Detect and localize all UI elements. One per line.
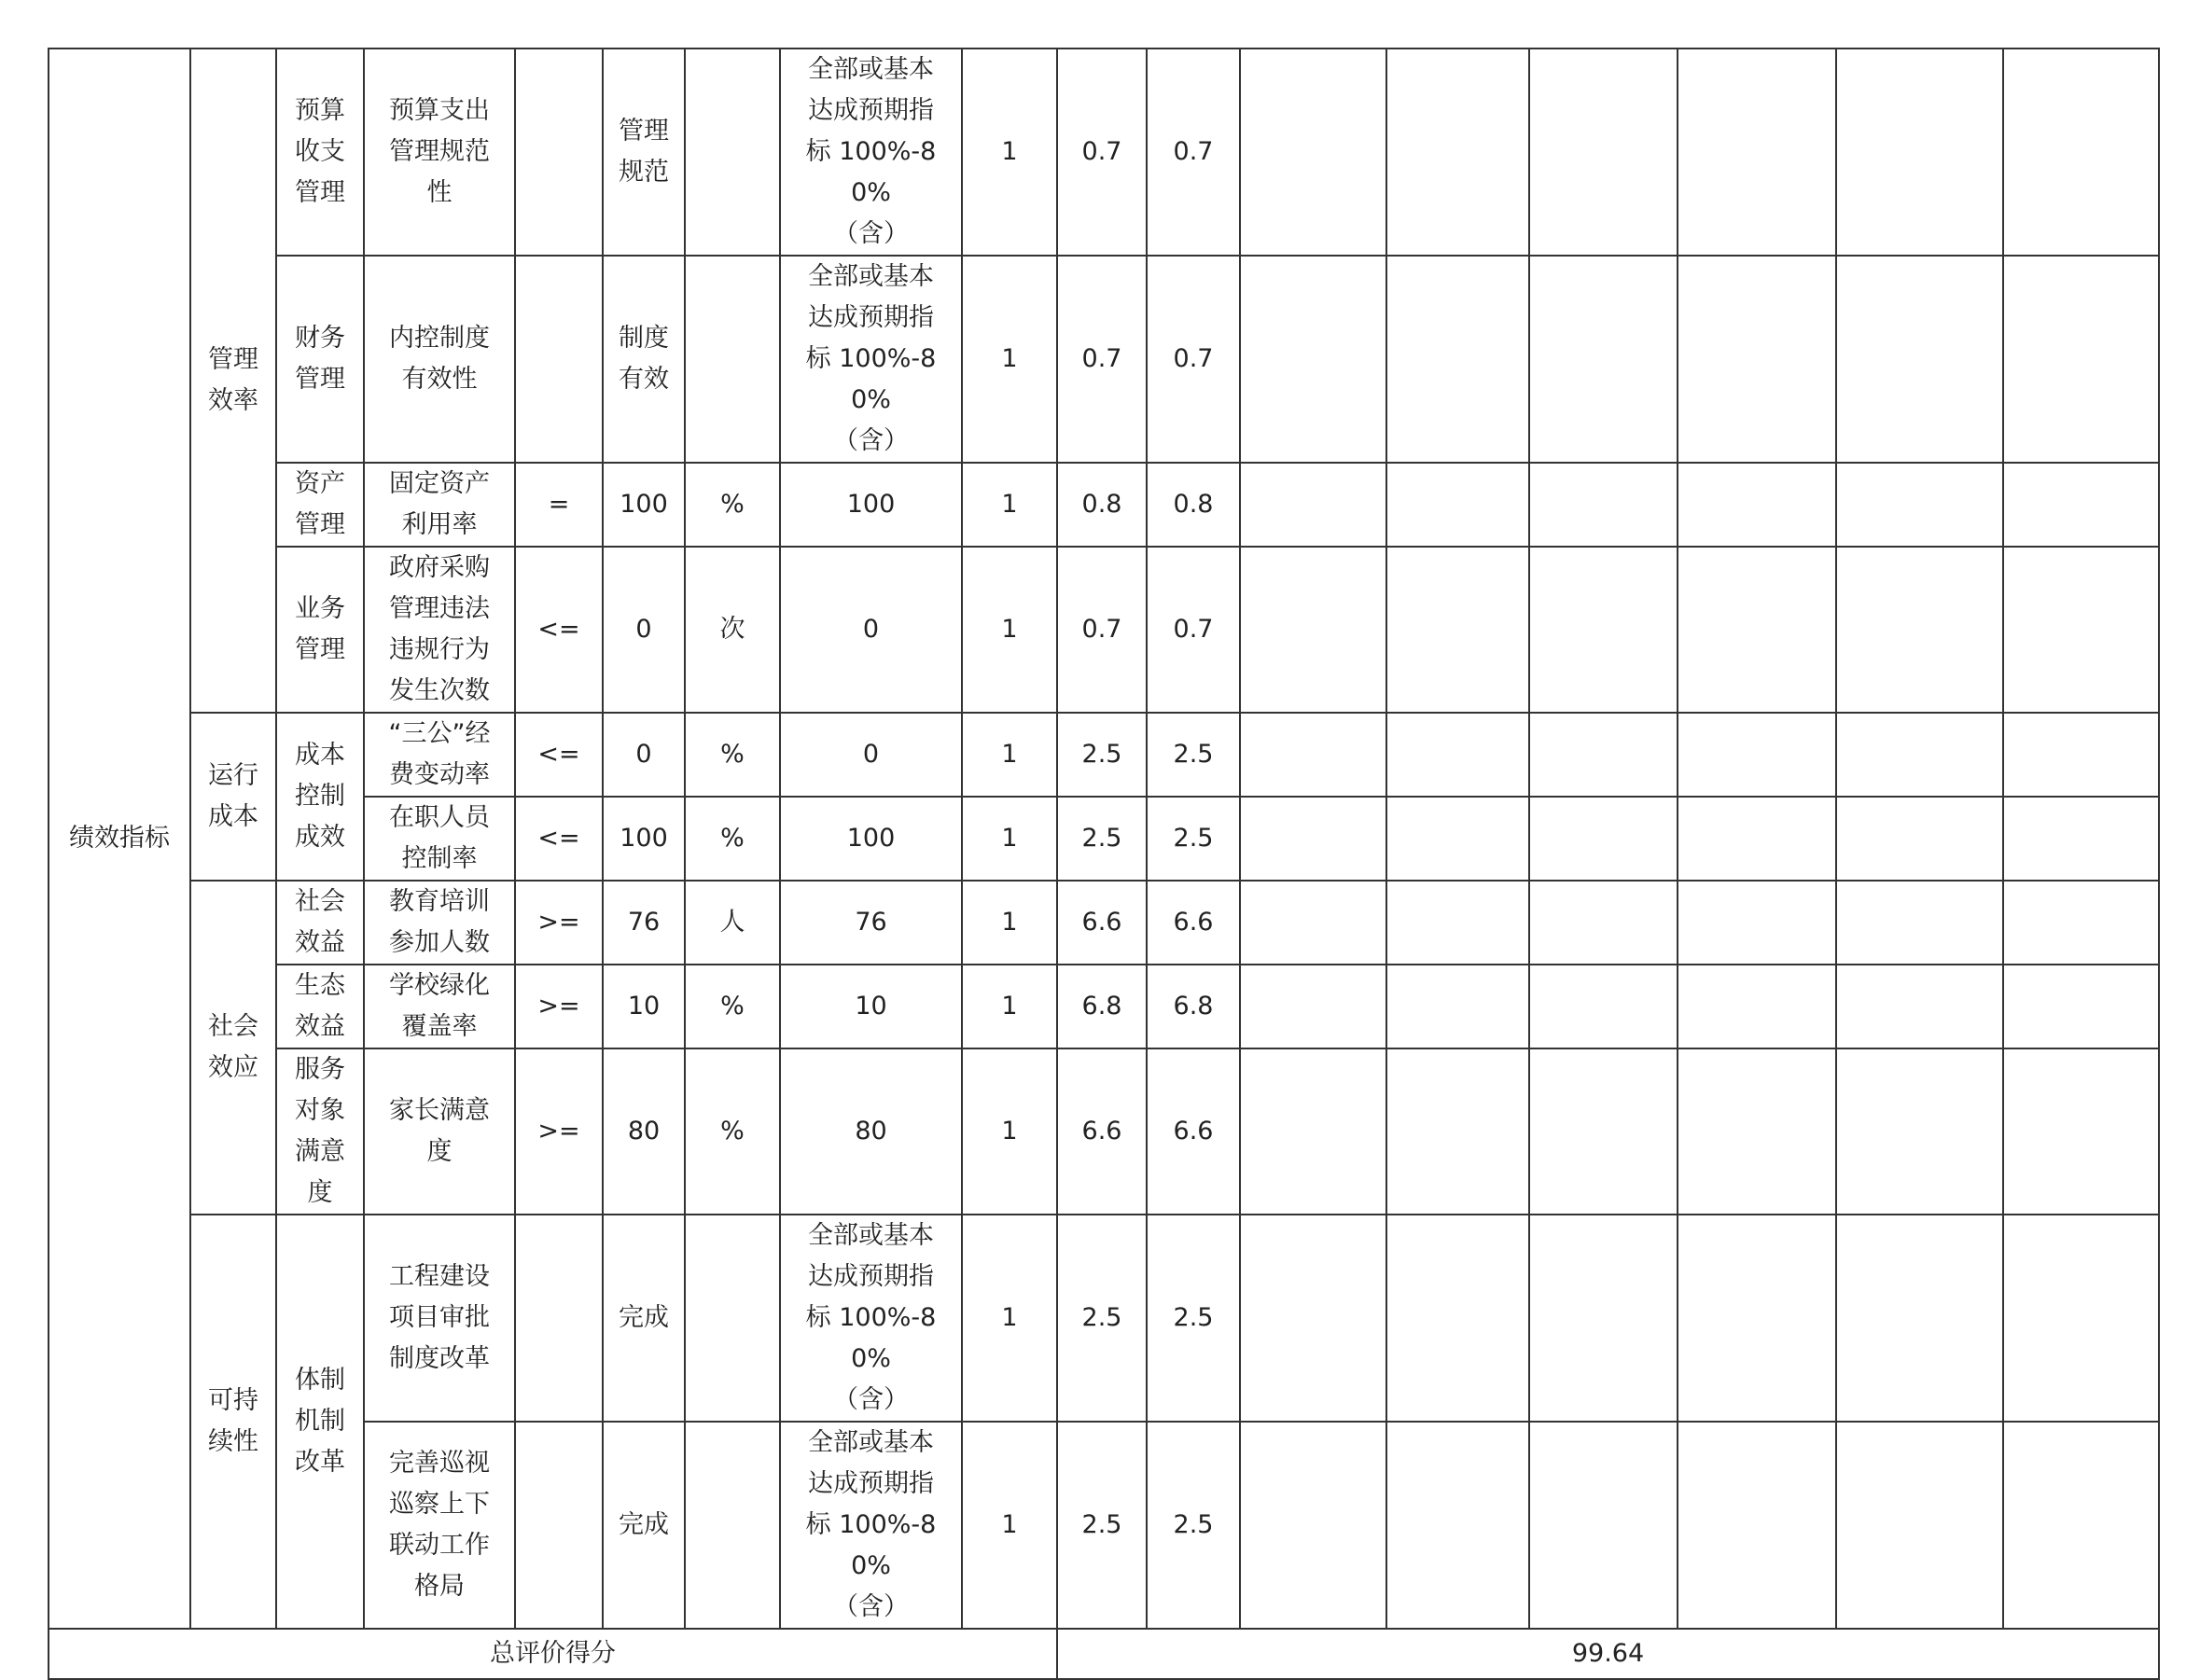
weight-cell: 1 [962,547,1057,713]
target-cell: 0 [603,713,685,797]
score-cell: 0.7 [1057,49,1147,256]
score-cell: 2.5 [1057,1422,1147,1629]
operator-cell: <= [515,713,603,797]
total-score-label: 总评价得分 [49,1629,1057,1679]
table-row [49,965,2159,1048]
section-label: 绩效指标 [49,49,190,1629]
operator-cell [515,1422,603,1629]
level3-cell: 固定资产 利用率 [364,463,515,547]
level1-management-efficiency: 管理 效率 [190,49,276,713]
empty-cell [1240,797,1386,881]
target-cell: 0 [603,547,685,713]
unit-cell: % [685,1048,780,1215]
weight-cell: 1 [962,1215,1057,1422]
level3-cell: 政府采购 管理违法 违规行为 发生次数 [364,547,515,713]
empty-cell [1678,713,1836,797]
target-cell: 管理 规范 [603,49,685,256]
table-row [49,881,2159,965]
empty-cell [1386,463,1529,547]
actual-cell: 0.8 [1147,463,1240,547]
level2-cell: 服务 对象 满意 度 [276,1048,364,1215]
score-cell: 2.5 [1057,1215,1147,1422]
standard-cell: 0 [780,547,962,713]
weight-cell: 1 [962,463,1057,547]
operator-cell: >= [515,881,603,965]
target-cell: 10 [603,965,685,1048]
weight-cell: 1 [962,797,1057,881]
operator-cell: >= [515,1048,603,1215]
total-row [49,1629,2159,1679]
level2-cell: 预算 收支 管理 [276,49,364,256]
unit-cell [685,49,780,256]
empty-cell [1240,547,1386,713]
level1-sustainability: 可持 续性 [190,1215,276,1629]
empty-cell [1529,463,1678,547]
unit-cell [685,1215,780,1422]
target-cell: 制度 有效 [603,256,685,463]
score-cell: 2.5 [1057,713,1147,797]
score-cell: 2.5 [1057,797,1147,881]
actual-cell: 6.6 [1147,881,1240,965]
empty-cell [1529,881,1678,965]
unit-cell: % [685,965,780,1048]
empty-cell [2003,1422,2159,1629]
empty-cell [1836,881,2003,965]
table-row [49,463,2159,547]
empty-cell [2003,797,2159,881]
empty-cell [1386,881,1529,965]
empty-cell [1836,965,2003,1048]
unit-cell: 人 [685,881,780,965]
weight-cell: 1 [962,881,1057,965]
empty-cell [1836,256,2003,463]
empty-cell [1386,1215,1529,1422]
actual-cell: 2.5 [1147,1422,1240,1629]
empty-cell [1240,713,1386,797]
level2-cell: 业务 管理 [276,547,364,713]
performance-table [48,48,2160,1680]
empty-cell [1678,1215,1836,1422]
target-cell: 完成 [603,1215,685,1422]
empty-cell [1836,797,2003,881]
empty-cell [1678,881,1836,965]
empty-cell [2003,881,2159,965]
table-row [49,49,2159,256]
operator-cell: <= [515,797,603,881]
actual-cell: 2.5 [1147,797,1240,881]
standard-cell: 100 [780,463,962,547]
operator-cell: = [515,463,603,547]
standard-cell: 全部或基本 达成预期指 标 100%-80% （含） [780,49,962,256]
level3-cell: 完善巡视 巡察上下 联动工作 格局 [364,1422,515,1629]
empty-cell [1240,1215,1386,1422]
target-cell: 100 [603,797,685,881]
empty-cell [1678,797,1836,881]
empty-cell [2003,965,2159,1048]
unit-cell: % [685,713,780,797]
score-cell: 6.6 [1057,881,1147,965]
target-cell: 76 [603,881,685,965]
level1-social-effect: 社会 效应 [190,881,276,1215]
empty-cell [1836,1048,2003,1215]
unit-cell: % [685,463,780,547]
table-row [49,1215,2159,1422]
empty-cell [2003,713,2159,797]
table-row [49,1422,2159,1629]
level2-cell: 生态 效益 [276,965,364,1048]
actual-cell: 0.7 [1147,547,1240,713]
standard-cell: 全部或基本 达成预期指 标 100%-80% （含） [780,256,962,463]
empty-cell [1386,49,1529,256]
actual-cell: 0.7 [1147,256,1240,463]
weight-cell: 1 [962,1048,1057,1215]
empty-cell [1836,49,2003,256]
empty-cell [1836,1422,2003,1629]
standard-cell: 全部或基本 达成预期指 标 100%-80% （含） [780,1215,962,1422]
weight-cell: 1 [962,965,1057,1048]
target-cell: 完成 [603,1422,685,1629]
weight-cell: 1 [962,256,1057,463]
table-row [49,1048,2159,1215]
empty-cell [1529,1048,1678,1215]
empty-cell [1240,1048,1386,1215]
operator-cell [515,1215,603,1422]
empty-cell [1386,1048,1529,1215]
standard-cell: 76 [780,881,962,965]
target-cell: 80 [603,1048,685,1215]
score-cell: 6.6 [1057,1048,1147,1215]
empty-cell [1240,1422,1386,1629]
level2-cell: 财务 管理 [276,256,364,463]
empty-cell [2003,49,2159,256]
empty-cell [1240,881,1386,965]
standard-cell: 100 [780,797,962,881]
empty-cell [1529,797,1678,881]
empty-cell [1678,1048,1836,1215]
empty-cell [2003,463,2159,547]
empty-cell [1529,965,1678,1048]
empty-cell [1386,1422,1529,1629]
level2-cell: 成本 控制 成效 [276,713,364,881]
unit-cell: 次 [685,547,780,713]
actual-cell: 2.5 [1147,713,1240,797]
level3-cell: 在职人员 控制率 [364,797,515,881]
empty-cell [1240,256,1386,463]
weight-cell: 1 [962,49,1057,256]
empty-cell [1386,713,1529,797]
empty-cell [1386,797,1529,881]
standard-cell: 全部或基本 达成预期指 标 100%-80% （含） [780,1422,962,1629]
empty-cell [1529,1215,1678,1422]
empty-cell [1529,49,1678,256]
operator-cell: >= [515,965,603,1048]
standard-cell: 0 [780,713,962,797]
actual-cell: 2.5 [1147,1215,1240,1422]
operator-cell [515,49,603,256]
empty-cell [1836,713,2003,797]
level2-cell: 社会 效益 [276,881,364,965]
empty-cell [1240,965,1386,1048]
empty-cell [1386,547,1529,713]
standard-cell: 80 [780,1048,962,1215]
empty-cell [1836,547,2003,713]
operator-cell [515,256,603,463]
score-cell: 0.7 [1057,256,1147,463]
empty-cell [1678,1422,1836,1629]
empty-cell [1678,965,1836,1048]
empty-cell [1240,49,1386,256]
level3-cell: 工程建设 项目审批 制度改革 [364,1215,515,1422]
actual-cell: 0.7 [1147,49,1240,256]
table-row [49,797,2159,881]
empty-cell [1386,256,1529,463]
unit-cell: % [685,797,780,881]
actual-cell: 6.6 [1147,1048,1240,1215]
actual-cell: 6.8 [1147,965,1240,1048]
operator-cell: <= [515,547,603,713]
empty-cell [1529,1422,1678,1629]
empty-cell [1678,256,1836,463]
level3-cell: 家长满意 度 [364,1048,515,1215]
weight-cell: 1 [962,713,1057,797]
score-cell: 0.7 [1057,547,1147,713]
level3-cell: 学校绿化 覆盖率 [364,965,515,1048]
empty-cell [2003,1215,2159,1422]
empty-cell [1836,463,2003,547]
total-score-value: 99.64 [1057,1629,2159,1679]
empty-cell [1836,1215,2003,1422]
weight-cell: 1 [962,1422,1057,1629]
empty-cell [1678,49,1836,256]
level2-cell: 体制 机制 改革 [276,1215,364,1629]
empty-cell [2003,547,2159,713]
empty-cell [1529,256,1678,463]
empty-cell [1529,713,1678,797]
empty-cell [1240,463,1386,547]
level3-cell: “三公”经 费变动率 [364,713,515,797]
level1-operating-cost: 运行 成本 [190,713,276,881]
level3-cell: 教育培训 参加人数 [364,881,515,965]
standard-cell: 10 [780,965,962,1048]
empty-cell [2003,256,2159,463]
unit-cell [685,256,780,463]
table-row [49,547,2159,713]
level2-cell: 资产 管理 [276,463,364,547]
level3-cell: 内控制度 有效性 [364,256,515,463]
level3-cell: 预算支出 管理规范 性 [364,49,515,256]
unit-cell [685,1422,780,1629]
target-cell: 100 [603,463,685,547]
score-cell: 0.8 [1057,463,1147,547]
empty-cell [1529,547,1678,713]
empty-cell [1678,547,1836,713]
table-row [49,256,2159,463]
empty-cell [2003,1048,2159,1215]
empty-cell [1386,965,1529,1048]
empty-cell [1678,463,1836,547]
table-row [49,713,2159,797]
score-cell: 6.8 [1057,965,1147,1048]
